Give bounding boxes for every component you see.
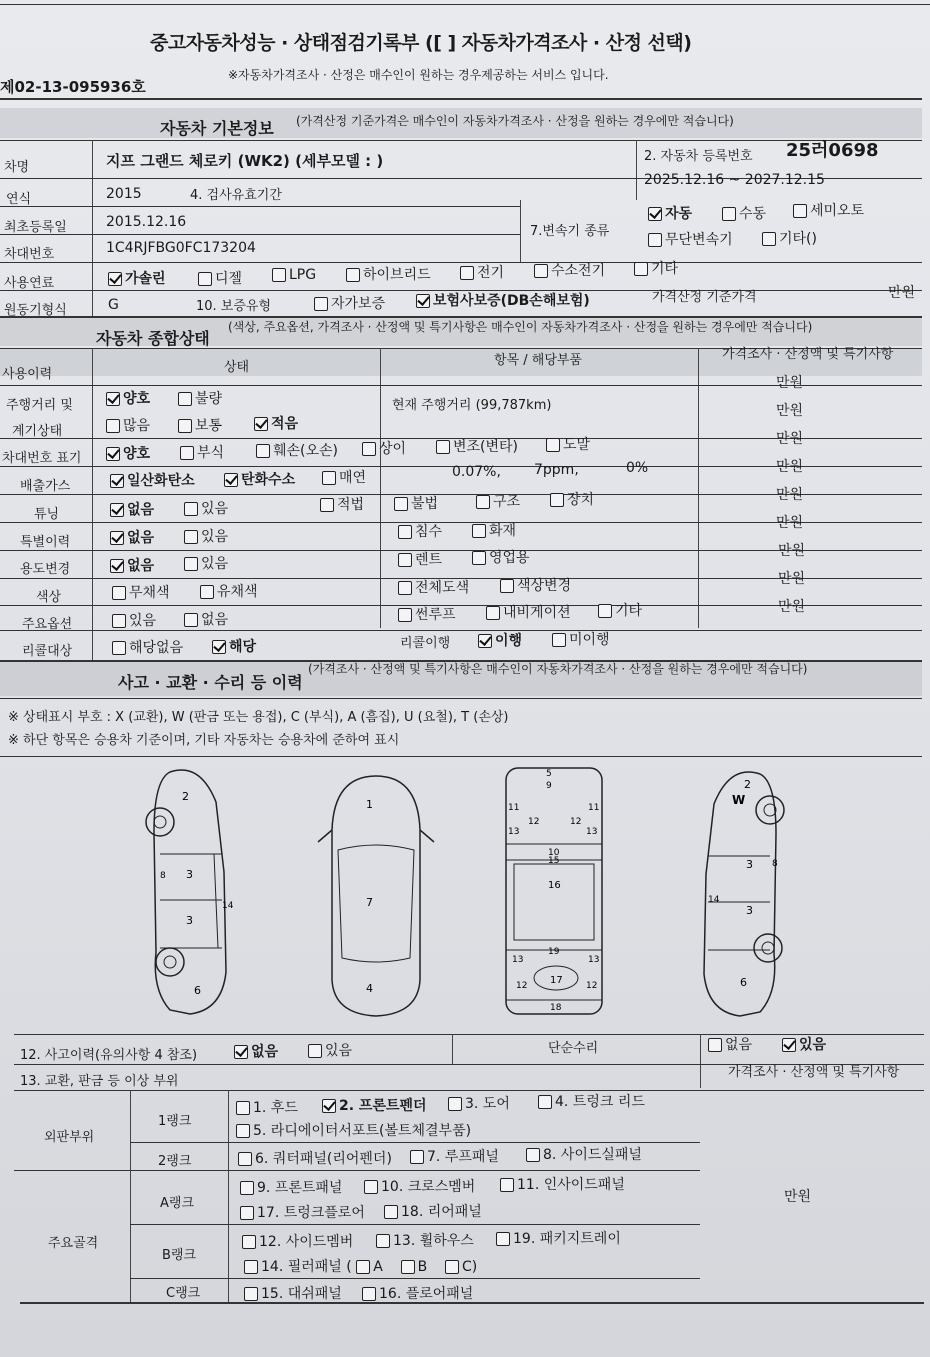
checkbox-icon — [200, 585, 214, 599]
rule — [130, 1090, 131, 1302]
wheel-hub-icon — [154, 816, 166, 828]
part-rear-panel-option[interactable]: 18. 리어패널 — [384, 1201, 482, 1221]
pillar-b-checkbox[interactable] — [401, 1260, 415, 1274]
color-full-paint-option[interactable]: 전체도색 — [398, 577, 469, 597]
checkbox-icon — [244, 1287, 258, 1301]
trans-semi-option[interactable]: 세미오토 — [793, 200, 864, 220]
gauge-normal-option[interactable]: 보통 — [178, 415, 222, 435]
rule — [0, 756, 922, 757]
checkbox-icon — [322, 1099, 336, 1113]
rule — [636, 140, 637, 200]
checkbox-icon — [460, 266, 474, 280]
col-state-header: 상태 — [224, 360, 250, 375]
checkbox-icon — [346, 268, 360, 282]
trans-other-option[interactable]: 기타() — [762, 228, 817, 248]
part-number: 2 — [744, 778, 751, 791]
price-unit: 만원 — [776, 431, 804, 447]
checkbox-icon — [314, 297, 328, 311]
rule — [0, 206, 520, 207]
part-number: 9 — [546, 781, 552, 791]
usage-rent-option[interactable]: 렌트 — [398, 549, 442, 569]
year-value: 2015 — [106, 186, 142, 202]
wheel-icon — [754, 934, 782, 962]
header-note: ※자동차가격조사 · 산정은 매수인이 원하는 경우제공하는 서비스 입니다. — [228, 68, 609, 82]
checkbox-icon — [476, 495, 490, 509]
document-number: 제02-13-095936호 — [0, 78, 146, 96]
rankC-label: C랭크 — [166, 1286, 201, 1301]
part-number: 10 — [548, 848, 560, 858]
emission-hc-value: 7ppm, — [534, 462, 579, 478]
checkbox-icon — [472, 524, 486, 538]
part-number: 13 — [586, 827, 598, 837]
part-wheel-house-option[interactable]: 13. 휠하우스 — [376, 1230, 474, 1250]
pillar-a-checkbox[interactable] — [356, 1260, 370, 1274]
legend-symbols: ※ 상태표시 부호 : X (교환), W (판금 또는 용접), C (부식), A (흠집), U (요철), T (손상) — [8, 710, 509, 725]
checkbox-icon — [244, 1260, 258, 1274]
checkbox-icon — [376, 1234, 390, 1248]
part-number: 12 — [528, 817, 540, 827]
checkbox-icon — [198, 272, 212, 286]
part-number: 17 — [550, 975, 563, 986]
part-number: 14 — [222, 901, 234, 911]
tuning-structure-option[interactable]: 구조 — [476, 491, 520, 511]
checkbox-icon — [110, 503, 124, 517]
checkbox-icon — [106, 419, 120, 433]
checkbox-icon — [648, 233, 662, 247]
price-unit: 만원 — [776, 375, 804, 391]
rule — [14, 1090, 924, 1091]
tuning-yes-option[interactable]: 있음 — [184, 498, 228, 518]
part-number: 2 — [182, 790, 189, 803]
usage-yes-option[interactable]: 있음 — [184, 553, 228, 573]
part-number: 5 — [546, 769, 552, 779]
checkbox-icon — [546, 438, 560, 452]
fuel-electric-option[interactable]: 전기 — [460, 262, 504, 282]
checkbox-icon — [308, 1044, 322, 1058]
row-emission-label: 배출가스 — [20, 479, 71, 494]
part-trunk-lid-option[interactable]: 4. 트렁크 리드 — [538, 1091, 645, 1111]
wheel-hub-icon — [164, 956, 176, 968]
row-usage-label: 용도변경 — [20, 562, 71, 577]
rule — [0, 234, 520, 235]
rule — [130, 1142, 700, 1143]
emission-co-value: 0.07%, — [452, 464, 501, 480]
parts-price-unit: 만원 — [784, 1189, 812, 1205]
tuning-device-option[interactable]: 장치 — [550, 489, 594, 509]
checkbox-icon — [398, 608, 412, 622]
wheel-icon — [146, 808, 174, 836]
checkbox-icon — [416, 294, 430, 308]
col-price-header: 가격조사 · 산정액 및 특기사항 — [722, 347, 894, 362]
checkbox-icon — [634, 262, 648, 276]
tuning-legal-option[interactable]: 적법 — [320, 494, 364, 514]
checkbox-icon — [184, 613, 198, 627]
checkbox-icon — [110, 531, 124, 545]
part-number: 19 — [548, 947, 560, 957]
left-side-diagram — [130, 762, 250, 1020]
rule — [380, 348, 381, 628]
checkbox-icon — [254, 417, 268, 431]
part-side-sill-option[interactable]: 8. 사이드실패널 — [526, 1144, 642, 1164]
part-number: 8 — [160, 871, 166, 881]
col-parts-header: 항목 / 해당부품 — [494, 353, 582, 368]
checkbox-icon — [500, 579, 514, 593]
tuning-illegal-option[interactable]: 불법 — [394, 493, 438, 513]
part-number: 13 — [588, 955, 600, 965]
overall-section-note: (색상, 주요옵션, 가격조사 · 산정액 및 특기사항은 매수인이 자동차가격조사 · 산정을 원하는 경우에만 적습니다) — [228, 320, 813, 334]
frame-diagram — [498, 764, 610, 1018]
warranty-label: 10. 보증유형 — [196, 299, 272, 314]
rule — [92, 348, 93, 660]
checkbox-icon — [436, 440, 450, 454]
checkbox-icon — [364, 1180, 378, 1194]
recall-done-option[interactable]: 이행 — [478, 630, 522, 650]
part-package-tray-option[interactable]: 19. 패키지트레이 — [496, 1228, 621, 1248]
part-hood-option[interactable]: 1. 후드 — [236, 1097, 298, 1117]
vin-altered-option[interactable]: 변조(변타) — [436, 436, 518, 456]
checkbox-icon — [320, 498, 334, 512]
vin-label: 차대번호 — [4, 247, 55, 262]
trans-manual-option[interactable]: 수동 — [722, 203, 766, 223]
part-number: 7 — [366, 896, 373, 909]
history-none-option[interactable]: 없음 — [234, 1041, 278, 1061]
warranty-insurance-option[interactable]: 보험사보증(DB손해보험) — [416, 290, 590, 310]
overall-section-title: 자동차 종합상태 — [96, 329, 210, 348]
part-radiator-support-option[interactable]: 5. 라디에이터서포트(볼트체결부품) — [236, 1120, 471, 1140]
part-number: 18 — [550, 1003, 562, 1013]
reg-no-value: 25러0698 — [786, 140, 879, 161]
checkbox-icon — [394, 497, 408, 511]
vin-good-option[interactable]: 양호 — [106, 443, 150, 463]
part-number: 12 — [586, 981, 598, 991]
checkbox-icon — [240, 1181, 254, 1195]
main-frame-label: 주요골격 — [48, 1236, 99, 1251]
rankA-label: A랭크 — [160, 1196, 195, 1211]
gauge-few-option[interactable]: 적음 — [254, 413, 298, 433]
checkbox-icon — [110, 559, 124, 573]
checkbox-icon — [486, 606, 500, 620]
price-unit: 만원 — [778, 543, 806, 559]
accident-section-title: 사고 · 교환 · 수리 등 이력 — [118, 673, 303, 692]
basic-section-title: 자동차 기본정보 — [160, 119, 274, 138]
rule — [0, 630, 922, 631]
checkbox-icon — [178, 419, 192, 433]
part-number: 6 — [194, 984, 201, 997]
right-side-diagram — [680, 764, 800, 1022]
damage-mark: W — [732, 793, 746, 807]
fuel-lpg-option[interactable]: LPG — [272, 267, 316, 283]
emission-hc-option[interactable]: 탄화수소 — [224, 469, 295, 489]
part-number: 13 — [512, 955, 524, 965]
basic-section-note: (가격산정 기준가격은 매수인이 자동차가격조사 · 산정을 원하는 경우에만 적습니다) — [296, 114, 734, 128]
checkbox-icon — [598, 604, 612, 618]
part-dash-panel-option[interactable]: 15. 대쉬패널 — [244, 1283, 342, 1303]
checkbox-icon — [322, 471, 336, 485]
checkbox-icon — [256, 444, 270, 458]
recall-none-option[interactable]: 해당없음 — [112, 637, 183, 657]
trans-auto-option[interactable]: 자동 — [648, 203, 692, 223]
checkbox-icon — [106, 392, 120, 406]
part-number: 12 — [516, 981, 528, 991]
form-title: 중고자동차성능 · 상태점검기록부 ([ ] 자동차가격조사 · 산정 선택) — [150, 32, 692, 54]
part-number: 15 — [548, 856, 560, 866]
fuel-diesel-option[interactable]: 디젤 — [198, 268, 242, 288]
emission-smoke-option[interactable]: 매연 — [322, 467, 366, 487]
emission-smoke-value: 0% — [626, 460, 649, 476]
checkbox-icon — [708, 1038, 722, 1052]
row-mileage-label: 주행거리 및 — [6, 398, 73, 413]
checkbox-icon — [236, 1124, 250, 1138]
top-view-diagram — [310, 770, 442, 1020]
checkbox-icon — [240, 1206, 254, 1220]
checkbox-icon — [236, 1101, 250, 1115]
color-chromatic-option[interactable]: 유채색 — [200, 581, 258, 601]
checkbox-icon — [108, 272, 122, 286]
price-unit: 만원 — [776, 403, 804, 419]
gauge-many-option[interactable]: 많음 — [106, 415, 150, 435]
vin-value: 1C4RJFBG0FC173204 — [106, 240, 256, 256]
rule — [698, 348, 699, 628]
checkbox-icon — [496, 1232, 510, 1246]
recall-done-label: 리콜이행 — [400, 636, 451, 651]
part-trunk-floor-option[interactable]: 17. 트렁크플로어 — [240, 1202, 365, 1222]
special-fire-option[interactable]: 화재 — [472, 520, 516, 540]
price-unit: 만원 — [778, 599, 806, 615]
checkbox-icon — [180, 446, 194, 460]
checkbox-icon — [448, 1097, 462, 1111]
part-pillar-group: 14. 필러패널 ( A B C) — [244, 1256, 477, 1276]
warranty-self-option[interactable]: 자가보증 — [314, 293, 385, 313]
accident-section-note: (가격조사 · 산정액 및 특기사항은 매수인이 자동차가격조사 · 산정을 원하는 경우에만 적습니다) — [308, 662, 808, 676]
part-number: 3 — [186, 914, 193, 927]
recall-applicable-option[interactable]: 해당 — [212, 636, 256, 656]
checkbox-icon — [782, 1038, 796, 1052]
wheel-hub-icon — [762, 942, 774, 954]
options-yes-option[interactable]: 있음 — [112, 610, 156, 630]
fuel-hydrogen-option[interactable]: 수소전기 — [534, 260, 605, 280]
parts-price-label: 가격조사 · 산정액 및 특기사항 — [728, 1065, 900, 1080]
car-name-value: 지프 그랜드 체로키 (WK2) (세부모델 : ) — [106, 152, 384, 170]
checkbox-icon — [552, 633, 566, 647]
checkbox-icon — [410, 1150, 424, 1164]
wheel-icon — [756, 796, 784, 824]
options-other-option[interactable]: 기타 — [598, 600, 642, 620]
part-number: 1 — [366, 798, 373, 811]
row-tuning-label: 튜닝 — [34, 507, 60, 522]
checkbox-icon — [184, 557, 198, 571]
wheel-icon — [156, 948, 184, 976]
checkbox-icon — [184, 502, 198, 516]
checkbox-icon — [534, 264, 548, 278]
history-yes-option[interactable]: 있음 — [308, 1040, 352, 1060]
mileage-good-option[interactable]: 양호 — [106, 388, 150, 408]
checkbox-icon — [762, 232, 776, 246]
history-label: 12. 사고이력(유의사항 4 참조) — [20, 1048, 198, 1063]
first-reg-label: 최초등록일 — [4, 220, 67, 235]
checkbox-icon — [238, 1152, 252, 1166]
options-no-option[interactable]: 없음 — [184, 609, 228, 629]
color-achromatic-option[interactable]: 무채색 — [112, 582, 170, 602]
checkbox-icon — [234, 1045, 248, 1059]
part-number: 16 — [548, 880, 561, 891]
price-basis-label: 가격산정 기준가격 — [652, 290, 757, 305]
checkbox-icon — [224, 473, 238, 487]
checkbox-icon — [398, 553, 412, 567]
rule — [520, 200, 521, 262]
checkbox-icon — [362, 1287, 376, 1301]
row-recall-label: 리콜대상 — [22, 644, 73, 659]
checkbox-icon — [242, 1235, 256, 1249]
rule — [228, 1090, 229, 1302]
reg-no-label: 2. 자동차 등록번호 — [644, 149, 753, 164]
part-number: 11 — [508, 803, 520, 813]
part-number: 3 — [186, 868, 193, 881]
part-cross-member-option[interactable]: 10. 크로스멤버 — [364, 1176, 475, 1196]
rule — [92, 140, 93, 318]
rule — [0, 140, 922, 141]
top-rule — [0, 4, 930, 5]
part-number: 14 — [708, 895, 720, 905]
row-options-label: 주요옵션 — [22, 617, 73, 632]
options-navigation-option[interactable]: 내비게이션 — [486, 602, 571, 622]
checkbox-icon — [538, 1095, 552, 1109]
checkbox-icon — [112, 614, 126, 628]
part-inside-panel-option[interactable]: 11. 인사이드패널 — [500, 1174, 625, 1194]
checkbox-icon — [178, 392, 192, 406]
price-basis-unit: 만원 — [888, 285, 916, 301]
col-item-header: 사용이력 — [2, 367, 53, 382]
engine-label: 원동기형식 — [4, 303, 67, 318]
checkbox-icon — [478, 634, 492, 648]
rule — [452, 1034, 453, 1064]
rule — [700, 1034, 701, 1088]
vin-smear-option[interactable]: 도말 — [546, 434, 590, 454]
trans-label: 7.변속기 종류 — [530, 224, 610, 239]
fuel-gasoline-option[interactable]: 가솔린 — [108, 268, 166, 288]
rankB-label: B랭크 — [162, 1248, 197, 1263]
usage-none-option[interactable]: 없음 — [110, 555, 154, 575]
row-gauge-label: 계기상태 — [12, 424, 63, 439]
vin-mismatch-option[interactable]: 상이 — [362, 438, 406, 458]
valid-label: 4. 검사유효기간 — [190, 188, 282, 203]
rule — [14, 1170, 700, 1171]
special-yes-option[interactable]: 있음 — [184, 526, 228, 546]
checkbox-icon — [793, 204, 807, 218]
part-number: 12 — [570, 817, 582, 827]
trans-cvt-option[interactable]: 무단변속기 — [648, 229, 733, 249]
price-unit: 만원 — [776, 487, 804, 503]
checkbox-icon — [526, 1148, 540, 1162]
checkbox-icon — [184, 530, 198, 544]
valid-value: 2025.12.16 ~ 2027.12.15 — [644, 172, 825, 188]
row-special-label: 특별이력 — [20, 535, 71, 550]
mileage-bad-option[interactable]: 불량 — [178, 388, 222, 408]
rule — [0, 698, 922, 699]
checkbox-icon — [398, 525, 412, 539]
special-flood-option[interactable]: 침수 — [398, 521, 442, 541]
price-unit: 만원 — [778, 571, 806, 587]
part-front-panel-option[interactable]: 9. 프론트패널 — [240, 1177, 342, 1197]
price-unit: 만원 — [776, 515, 804, 531]
fuel-hybrid-option[interactable]: 하이브리드 — [346, 264, 431, 284]
simple-repair-label: 단순수리 — [548, 1041, 599, 1056]
price-unit: 만원 — [776, 459, 804, 475]
checkbox-icon — [362, 442, 376, 456]
emission-co-option[interactable]: 일산화탄소 — [110, 470, 195, 490]
legend-note: ※ 하단 항목은 승용차 기준이며, 기타 자동차는 승용차에 준하여 표시 — [8, 733, 400, 748]
rule — [130, 1224, 700, 1225]
rule — [130, 1278, 700, 1279]
checkbox-icon — [398, 581, 412, 595]
checkbox-icon — [110, 474, 124, 488]
row-vin-mark-label: 차대번호 표기 — [2, 451, 82, 466]
special-none-option[interactable]: 없음 — [110, 527, 154, 547]
part-number: 6 — [740, 976, 747, 989]
checkbox-icon — [272, 268, 286, 282]
usage-business-option[interactable]: 영업용 — [472, 547, 530, 567]
year-label: 연식 — [6, 192, 32, 207]
pillar-c-checkbox[interactable] — [445, 1260, 459, 1274]
basic-top-rule — [0, 98, 922, 100]
checkbox-icon — [500, 1178, 514, 1192]
part-number: 8 — [772, 859, 778, 869]
fuel-other-option[interactable]: 기타 — [634, 258, 678, 278]
part-roof-panel-option[interactable]: 7. 루프패널 — [410, 1146, 499, 1166]
fuel-label: 사용연료 — [4, 276, 55, 291]
part-floor-panel-option[interactable]: 16. 플로어패널 — [362, 1283, 473, 1303]
part-number: 3 — [746, 858, 753, 871]
checkbox-icon — [384, 1205, 398, 1219]
car-name-label: 차명 — [4, 160, 30, 175]
checkbox-icon — [472, 551, 486, 565]
options-sunroof-option[interactable]: 썬루프 — [398, 604, 456, 624]
first-reg-value: 2015.12.16 — [106, 214, 187, 230]
vin-corrosion-option[interactable]: 부식 — [180, 442, 224, 462]
simple-yes-option[interactable]: 있음 — [782, 1034, 826, 1054]
recall-not-done-option[interactable]: 미이행 — [552, 629, 610, 649]
tuning-none-option[interactable]: 없음 — [110, 499, 154, 519]
part-side-member-option[interactable]: 12. 사이드멤버 — [242, 1231, 353, 1251]
part-door-option[interactable]: 3. 도어 — [448, 1093, 510, 1113]
checkbox-icon — [722, 207, 736, 221]
part-quarter-panel-option[interactable]: 6. 쿼터패널(리어펜더) — [238, 1148, 392, 1168]
vin-damage-option[interactable]: 훼손(오손) — [256, 440, 338, 460]
engine-value: G — [108, 297, 119, 313]
outer-panel-label: 외판부위 — [44, 1130, 95, 1145]
checkbox-icon — [550, 493, 564, 507]
checkbox-icon — [648, 207, 662, 221]
part-number: 4 — [366, 982, 373, 995]
part-number: 13 — [508, 827, 520, 837]
rank1-label: 1랭크 — [158, 1114, 192, 1129]
checkbox-icon — [112, 641, 126, 655]
parts-label: 13. 교환, 판금 등 이상 부위 — [20, 1074, 179, 1089]
checkbox-icon — [106, 447, 120, 461]
part-number: 3 — [746, 904, 753, 917]
checkbox-icon — [112, 586, 126, 600]
checkbox-icon — [212, 640, 226, 654]
row-color-label: 색상 — [36, 590, 62, 605]
current-mileage: 현재 주행거리 (99,787km) — [392, 398, 552, 413]
color-change-option[interactable]: 색상변경 — [500, 575, 571, 595]
part-number: 11 — [588, 803, 600, 813]
part-front-fender-option[interactable]: 2. 프론트펜더 — [322, 1095, 427, 1115]
simple-none-option[interactable]: 없음 — [708, 1034, 752, 1054]
rank2-label: 2랭크 — [158, 1154, 192, 1169]
